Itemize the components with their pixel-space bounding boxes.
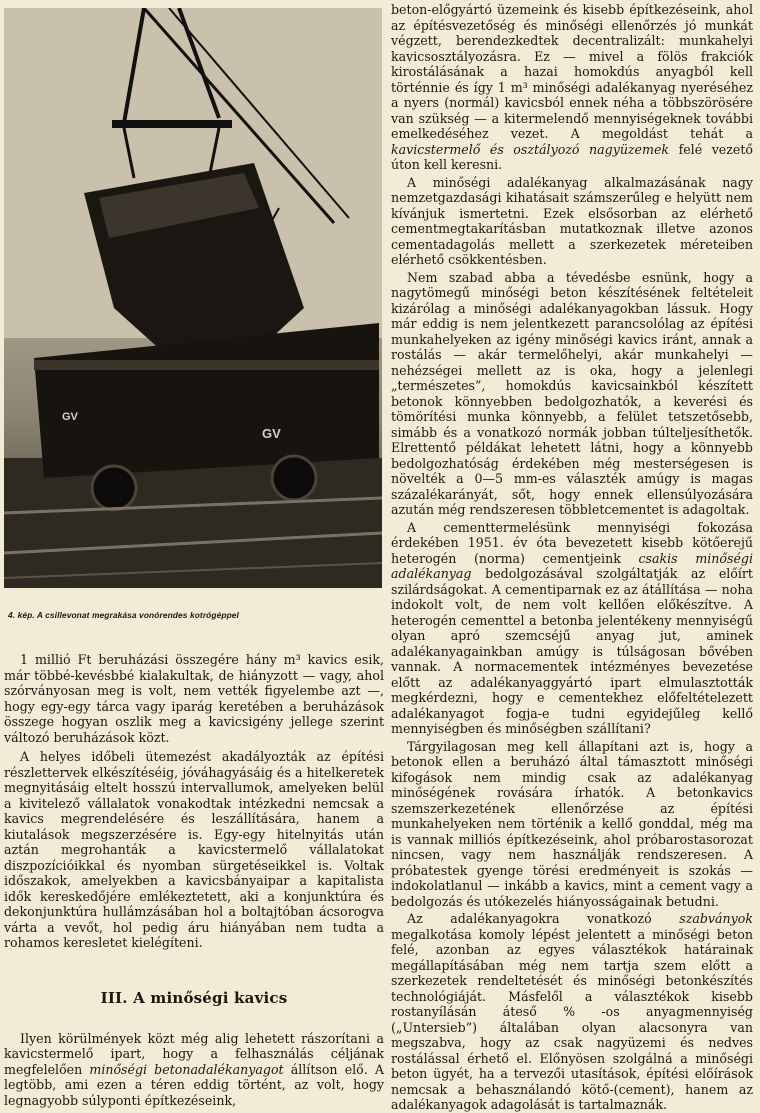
text-run: megalkotása komoly lépést jelentett a minőségi beton felé, azonban az egyes választékok határainak megállapításában még nem tartja szem előtt a szerkezetek rendeltetését és minőségi betonkészítés technológiáját. Másfelől a választékok kisebb rostanyílásán áteső % -os anyagmennyiség („Untersieb”) általában olyan alacsonyra van megszabva, hogy az csak nagyüzemi és nedves rostálással érhető el. Előnyösen szolgálná a minőségi beton ügyét, ha a tervezői utasítások, építési előírások nemcsak a behasználandó kötő-(cement), hanem az adalékanyagok adagolását is tartalmaznák.	[391, 926, 753, 1112]
excavator-wagon-illustration	[4, 8, 382, 588]
text-run: Ilyen körülmények közt még alig lehetett rászorítani a kavicstermelő ipart, hogy a felhasználás céljának megfelelően	[4, 1030, 384, 1077]
left-column	[4, 8, 384, 1108]
paragraph	[391, 911, 753, 1113]
paragraph: Nem szabad abba a tévedésbe esnünk, hogy a nagytömegű minőségi beton készítésének feltételeit kizárólag a minőségi adalékanyagokban lássuk. Hogy már eddig is nem jelentkezett parancsolólag az építési munkahelyeken az igény minőségi kavics iránt, annak a rostálás — akár termelőhelyi, akár munkahelyi — nehézségei mellett az is oka, hogy a jelenlegi „természetes”, homokdús kavicsainkból készített betonok könnyebben bedolgozhatók, a keverési és tömörítési munka könnyebb, a felület tetszetősebb, simább és a vonatkozó normák jobban túlteljesíthetők. Elrettentő példákat lehetett látni, hogy a könnyebb bedolgozhatóság érdekében még mesterségesen is növelték a 0—5 mm-es választék amúgy is magas százalékarányát, sőt, hogy ennek ellensúlyozására azután még rendszeresen többletcementet is adagoltak.	[391, 269, 753, 517]
emphasis: minőségi betonadalékanyagot	[89, 1061, 284, 1077]
paragraph	[391, 520, 753, 737]
paragraph: Tárgyilagosan meg kell állapítani azt is, hogy a betonok ellen a beruházó által támasztott minőségi kifogások nem mindig csak az adalékanyag minőségének rovására írhatók. A betonkavics szemszerkezetének ellenőrzése az építési munkahelyeken nem történik a kellő gonddal, még ma is vannak milliós építkezéseink, ahol próbarostasorozat nincsen, vagy nem használják rendszeresen. A próbatestek gyenge törési eredményeit is szokás — indokolatlanul — inkább a kavics, mint a cement vagy a bedolgozás és utókezelés hiányosságainak betudni.	[391, 738, 753, 909]
text-run: Az adalékanyagokra vonatkozó	[407, 911, 680, 926]
figure-caption: 4. kép. A csillevonat megrakása vonórendes kotrógéppel	[8, 610, 239, 620]
wagon-marking-2: GV	[262, 426, 281, 441]
text-run: felé vezető úton kell keresni.	[391, 141, 753, 172]
paragraph: A helyes időbeli ütemezést akadályozták az építési részlettervek elkészítéséig, jóváhagyásáig és a hitelkeretek megnyitásáig eltelt hosszú intervallumok, amelyeken belül a kivitelező vállalatok vonakodtak intézkedni nemcsak a kavics megrendelésére és leszállítására, hanem a kiutalások megszerzésére is. Egy-egy hitelnyitás után aztán megrohanták a kavicstermelő vállalatokat diszpozícióikkal és nyomban sürgetéseikkel is. Voltak időszakok, amelyekben a kavicsbányaipar a kapitalista idők kereskedőjére emlékeztetett, aki a konjunktúra és dekonjunktúra hullámzásában hol a boltajtóban ácsorogva várta a vevőt, hol pedig áru hiányában nem tudta a rohamos keresletet kielégíteni.	[4, 749, 384, 950]
emphasis: csakis minőségi adalékanyag	[391, 550, 753, 581]
paragraph	[4, 1031, 384, 1109]
text-run: A cementtermelésünk mennyiségi fokozása érdekében 1951. év óta bevezetett kisebb kötőerejű heterogén (norma) cementjeink	[391, 519, 753, 566]
text-run: állítson elő. A legtöbb, ami ezen a téren eddig történt, az volt, hogy legnagyobb súlyponti építkezéseink,	[4, 1061, 384, 1108]
text-run: beton-előgyártó üzemeink és kisebb építkezéseink, ahol az építésvezetőség és minőségi ellenőrzés jó munkát végzett, berendezkedtek decentralizált: munkahelyi kavicsosztályozásra. Ez — mivel a fölös frakciók kirostálásának a hazai homokdús anyagból kell történnie és így 1 m³ minőségi adalékanyag nyeréséhez a nyers (normál) kavicsból ennek néha a többszörösére van szükség — a kitermelendő mennyiségeknek további emelkedéséhez vezet. A megoldást tehát a	[391, 2, 753, 141]
section-heading: III. A minőségi kavics	[100, 988, 288, 1007]
paragraph: 1 millió Ft beruházási összegére hány m³ kavics esik, már többé-kevésbbé kialakultak, de hiányzott — vagy, ahol szórványosan meg is volt, nem vették figyelembe azt —, hogy egy-egy tárca vagy iparág keretében a beruházások összege hogyan oszlik meg a kavicsigény jellege szerint változó beruházások közt.	[4, 652, 384, 745]
wagon-marking-1: GV	[62, 411, 78, 423]
right-column	[391, 2, 753, 1113]
paragraph	[391, 2, 753, 173]
text-run: bedolgozásával szolgáltatják az előírt szilárdságokat. A cementiparnak ez az átállítása — noha indokolt volt, de nem volt kellően előkészítve. A heterogén cementtel a betonba jelentékeny mennyiségű olyan apró szemcséjű anyag jut, aminek adalékanyagainkban amúgy is túlságosan bővében vannak. A normacementek intézményes bevezetése előtt az adalékanyaggyártó ipart elmulasztották megkérdezni, hogy e cementekhez előfeltételezett adalékanyagot fogja-e tudni egyidejűleg kellő mennyiségben és minőségben szállítani?	[391, 566, 753, 736]
figure-photo	[4, 8, 382, 588]
paragraph: A minőségi adalékanyag alkalmazásának nagy nemzetgazdasági kihatásait számszerűleg e helyütt nem kívánjuk ismertetni. Ezek elsősorban az elérhető cementmegtakarításban mutatkoznak illetve azonos cementadagolás mellett a szerkezetek méreteiben elérhető csökkentésben.	[391, 174, 753, 267]
emphasis: kavicstermelő és osztályozó nagyüzemek	[391, 141, 670, 157]
emphasis: szabványok	[679, 911, 753, 926]
